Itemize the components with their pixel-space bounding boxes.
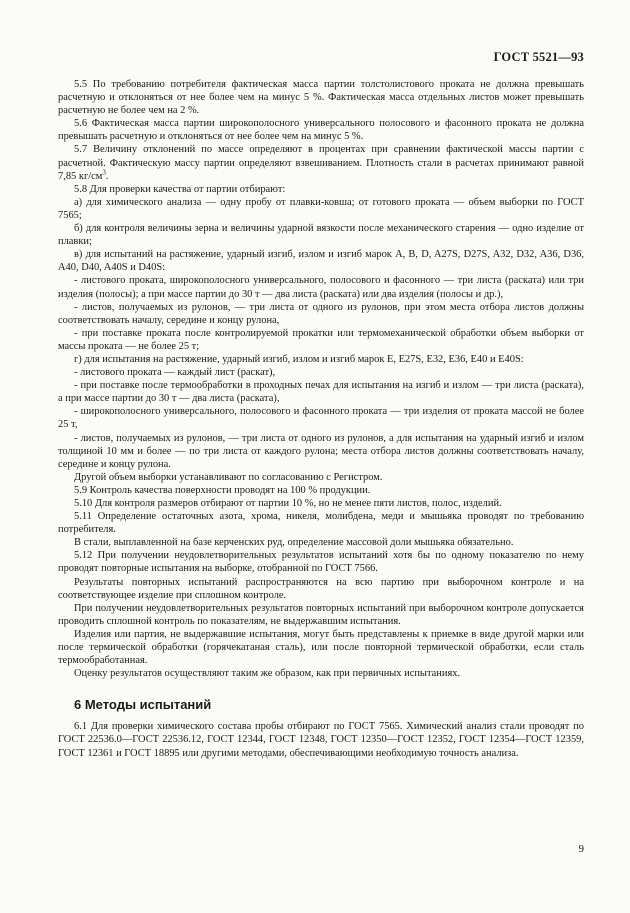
paragraph-other-sample: Другой объем выборки устанавливают по согласованию с Регистром.	[74, 471, 383, 483]
paragraph-kerch-ores: В стали, выплавленной на базе керченских руд, определение массовой доли мышьяка обязательно.	[74, 537, 514, 549]
paragraph-6-1: 6.1 Для проверки химического состава пробы отбирают по ГОСТ 7565. Химический анализ стали проводят по ГОСТ 22536.0—ГОСТ 22536.12, ГОСТ 12344, ГОСТ 12348, ГОСТ 12350—ГОСТ 12352, ГОСТ 12354—ГОСТ 12359, ГОСТ 12361 и ГОСТ 18895 или другими методами, обеспечивающими необходимую точность анализа.	[58, 721, 584, 759]
paragraph-repeat-failure: При получении неудовлетворительных результатов повторных испытаний при выборочном контроле допускается проводить сплошной контроль по показателям, не выдержавшим испытания.	[58, 602, 584, 627]
list-dash-item: - при поставке проката после контролируемой прокатки или термомеханической обработки объем выборки от массы проката — не более 25 т;	[58, 327, 584, 352]
paragraph-5-8: 5.8 Для проверки качества от партии отбирают:	[74, 183, 286, 195]
paragraph-5-7-text: 5.7 Величину отклонений по массе определяют в процентах при сравнении фактической массы партии с расчетной. Фактическую массу партии определяют взвешиванием. Плотность стали в расчетах принимают равной 7,85 кг/см	[58, 144, 584, 182]
paragraph-5-7-end: .	[105, 170, 109, 182]
cube-superscript: 3	[102, 168, 106, 177]
page-number: 9	[578, 843, 584, 855]
list-item-v: в) для испытаний на растяжение, ударный изгиб, излом и изгиб марок А, В, D, A27S, D27S, A32, D32, A36, D36, A40, D40, A40S и D40S:	[58, 249, 584, 274]
list-dash-item: - листового проката — каждый лист (раскат),	[74, 367, 276, 379]
paragraph-evaluation: Оценку результатов осуществляют таким же образом, как при первичных испытаниях.	[74, 668, 461, 680]
paragraph-5-12: 5.12 При получении неудовлетворительных результатов испытаний хотя бы по одному показателю по нему проводят повторные испытания на выборке, отобранной по ГОСТ 7566.	[58, 550, 584, 575]
paragraph-5-6: 5.6 Фактическая масса партии широкополосного универсального полосового и фасонного проката не должна превышать расчетную и отклоняться от нее более чем на минус 5 %.	[58, 118, 584, 143]
paragraph-5-11: 5.11 Определение остаточных азота, хрома, никеля, молибдена, меди и мышьяка проводят по требованию потребителя.	[58, 511, 584, 536]
list-dash-item: - листов, получаемых из рулонов, — три листа от одного из рулонов, а для испытания на ударный изгиб и излом толщиной 10 мм и более — по три листа от каждого рулона; места отбора листов должны соответствовать началу, середине и концу рулона.	[58, 432, 584, 470]
list-item-b: б) для контроля величины зерна и величины ударной вязкости после механического старения — одно изделие от плавки;	[58, 223, 584, 248]
list-dash-item: - листов, получаемых из рулонов, — три листа от одного из рулонов, при этом места отбора листов должны соответствовать началу, середине и концу рулона,	[58, 301, 584, 326]
list-item-g: г) для испытания на растяжение, ударный изгиб, излом и изгиб марок E, E27S, E32, E36, E40 и E40S:	[74, 353, 524, 365]
document-body	[58, 78, 584, 760]
section-heading: 6 Методы испытаний	[74, 697, 212, 713]
list-dash-item: - широкополосного универсального, полосового и фасонного проката — три изделия от проката массой не более 25 т,	[58, 406, 584, 431]
paragraph-rejected-items: Изделия или партия, не выдержавшие испытания, могут быть представлены к приемке в виде другой марки или после термической обработки (горячекатаная сталь), или после повторной термической обработки, если сталь термообработанная.	[58, 628, 584, 667]
standard-code: ГОСТ 5521—93	[493, 50, 584, 64]
list-dash-item: - листового проката, широкополосного универсального, полосового и фасонного — три листа (раската) или три изделия (полосы); а при массе партии до 30 т — два листа (раската) или два изделия (полосы и др.),	[58, 275, 584, 300]
list-item-a: а) для химического анализа — одну пробу от плавки-ковша; от готового проката — объем выборки по ГОСТ 7565;	[58, 196, 584, 221]
paragraph-5-9: 5.9 Контроль качества поверхности проводят на 100 % продукции.	[74, 484, 371, 496]
list-dash-item: - при поставке после термообработки в проходных печах для испытания на изгиб и излом — три листа (раската), а при массе партии до 30 т — два листа (раската),	[58, 380, 584, 405]
paragraph-5-7	[58, 143, 584, 182]
paragraph-repeat-results: Результаты повторных испытаний распространяются на всю партию при выборочном контроле и на соответствующее изделие при сплошном контроле.	[58, 576, 584, 601]
paragraph-5-5: 5.5 По требованию потребителя фактическая масса партии толстолистового проката не должна превышать расчетную и отклоняться от нее более чем на минус 5 %. Фактическая масса отдельных листов может превышать расчетную не более чем на 2 %.	[58, 79, 584, 117]
paragraph-5-10: 5.10 Для контроля размеров отбирают от партии 10 %, но не менее пяти листов, полос, изделий.	[74, 498, 502, 509]
